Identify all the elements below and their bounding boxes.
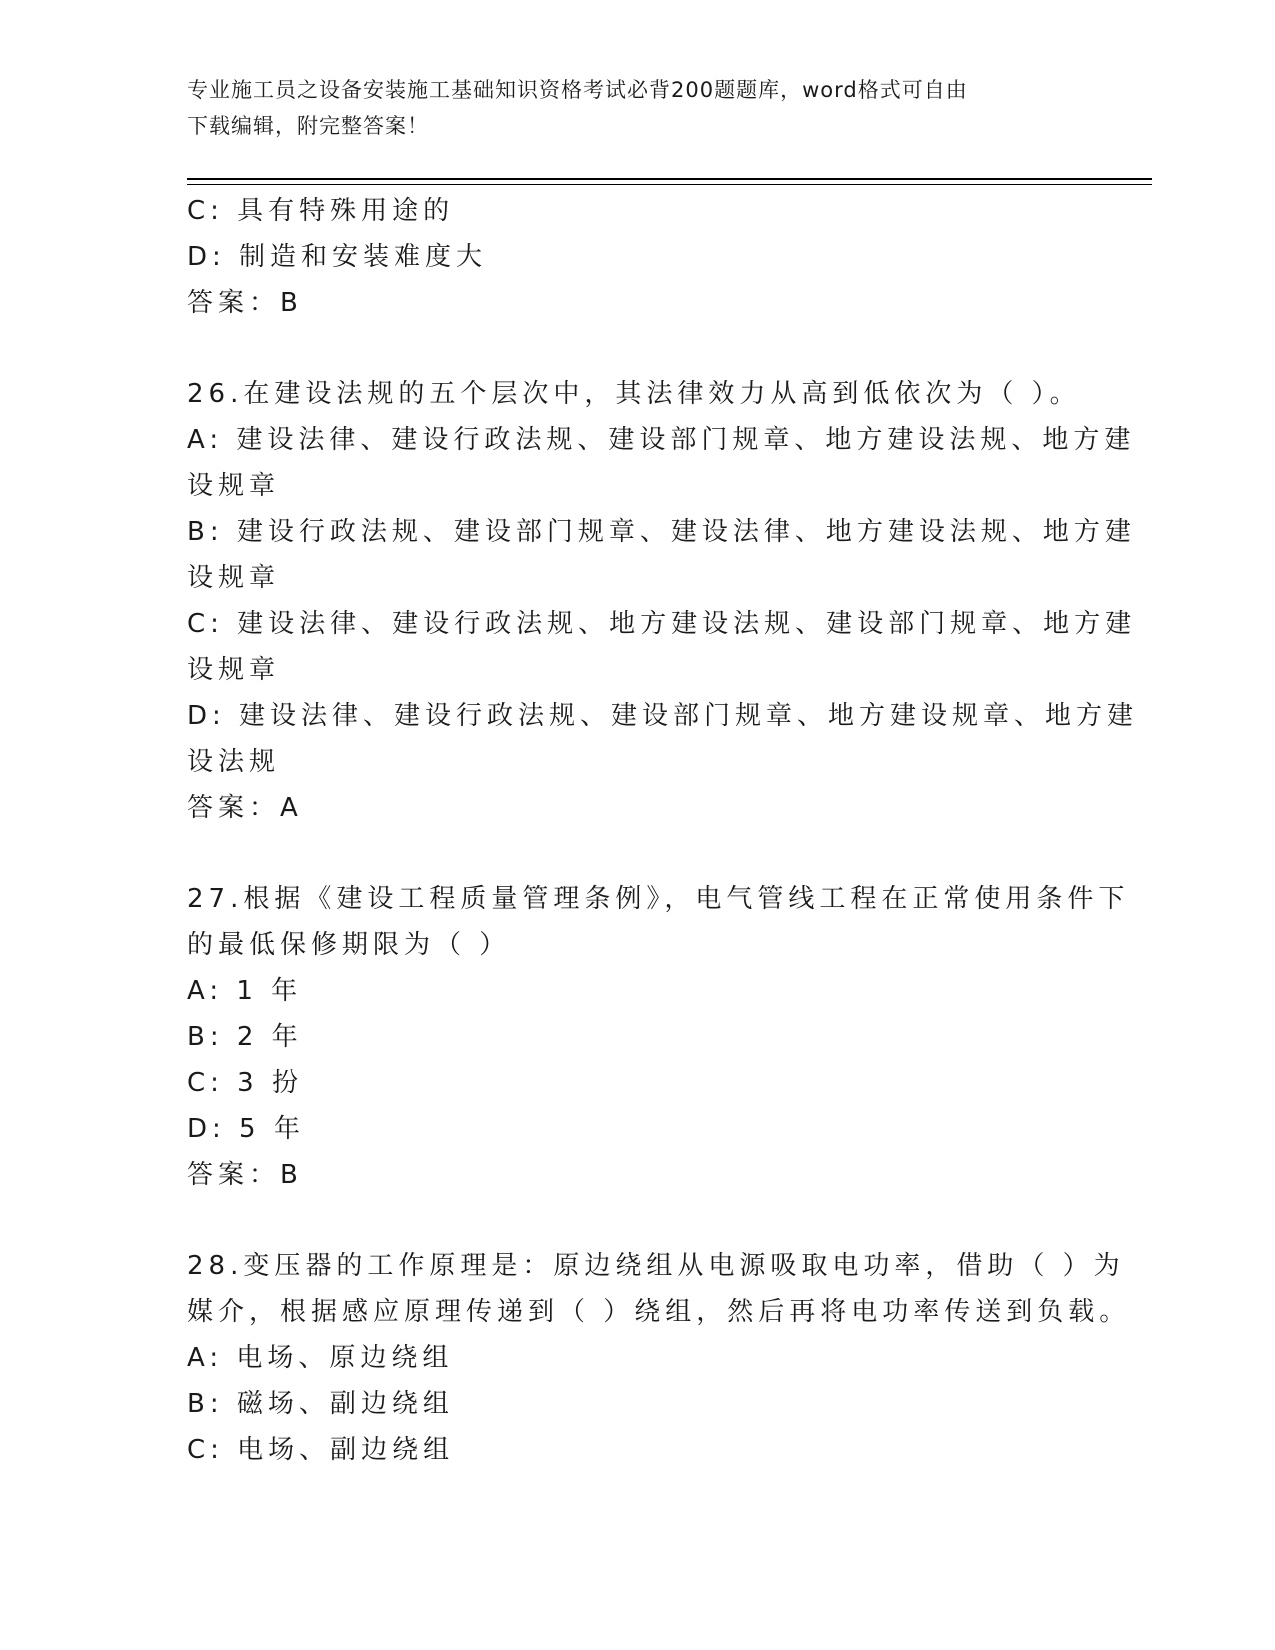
option-a: A: 建设法律、建设行政法规、建设部门规章、地方建设法规、地方建 (187, 425, 1136, 455)
option-d: D: 制造和安装难度大 (187, 242, 488, 272)
header-line-1: 专业施工员之设备安装施工基础知识资格考试必背200题题库，word格式可自由 (187, 78, 968, 102)
question-27 (187, 876, 1130, 1198)
question-stem-cont: 的最低保修期限为（ ） (187, 930, 511, 960)
option-b: B: 2 年 (187, 1022, 303, 1052)
spacer (187, 831, 1087, 876)
question-stem-cont: 媒介，根据感应原理传递到（ ）绕组，然后再将电功率传送到负载。 (187, 1297, 1131, 1327)
question-25-tail (187, 188, 1087, 326)
option-c: C: 具有特殊用途的 (187, 196, 455, 226)
option-b: B: 建设行政法规、建设部门规章、建设法律、地方建设法规、地方建 (187, 517, 1136, 547)
question-stem: 28.变压器的工作原理是：原边绕组从电源吸取电功率，借助（ ）为 (187, 1251, 1125, 1281)
answer: 答案：A (187, 793, 303, 823)
answer: 答案：B (187, 1160, 303, 1190)
option-b-cont: 设规章 (187, 563, 281, 593)
spacer (187, 1198, 1087, 1243)
option-c: C: 电场、副边绕组 (187, 1435, 455, 1465)
header-line-2: 下载编辑，附完整答案！ (187, 114, 429, 138)
document-header (187, 72, 1067, 144)
option-c: C: 3 扮 (187, 1068, 303, 1098)
option-a: A: 1 年 (187, 976, 303, 1006)
answer: 答案：B (187, 288, 303, 318)
option-c-cont: 设规章 (187, 655, 281, 685)
option-d-cont: 设法规 (187, 747, 281, 777)
question-stem: 27.根据《建设工程质量管理条例》，电气管线工程在正常使用条件下 (187, 884, 1130, 914)
option-b: B: 磁场、副边绕组 (187, 1389, 454, 1419)
question-26 (187, 371, 1139, 831)
question-stem: 26.在建设法规的五个层次中，其法律效力从高到低依次为（ ）。 (187, 379, 1081, 409)
option-d: D: 建设法律、建设行政法规、建设部门规章、地方建设规章、地方建 (187, 701, 1139, 731)
option-a: A: 电场、原边绕组 (187, 1343, 454, 1373)
option-c: C: 建设法律、建设行政法规、地方建设法规、建设部门规章、地方建 (187, 609, 1137, 639)
spacer (187, 326, 1087, 371)
option-d: D: 5 年 (187, 1114, 305, 1144)
header-divider-thick (187, 178, 1152, 180)
option-a-cont: 设规章 (187, 471, 281, 501)
header-divider-thin (187, 184, 1152, 185)
question-content (187, 188, 1139, 1473)
question-28 (187, 1243, 1131, 1473)
